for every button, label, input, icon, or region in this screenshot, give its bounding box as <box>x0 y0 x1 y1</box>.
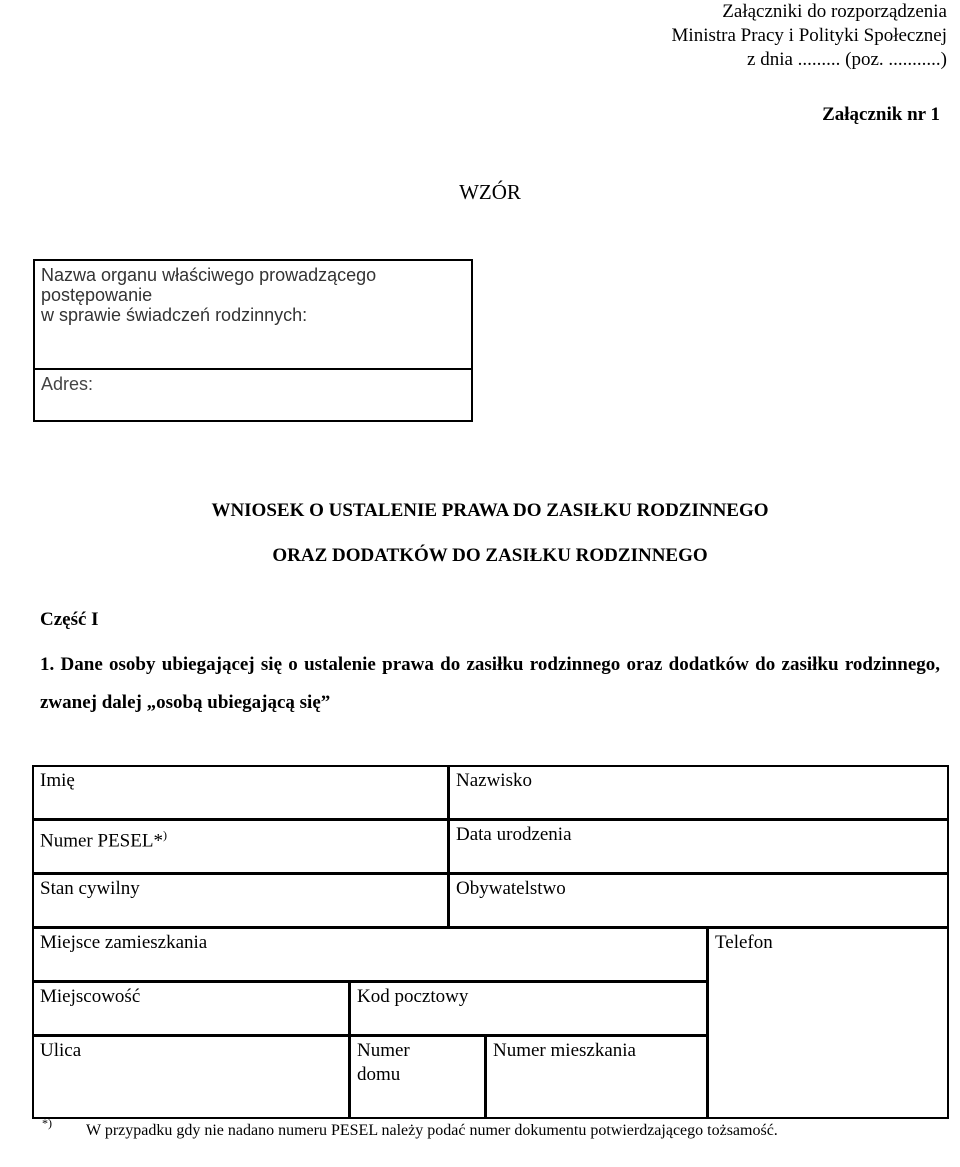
apartment-number-field[interactable] <box>485 1035 708 1119</box>
pesel-label: Numer PESEL* <box>40 830 163 852</box>
residence-label: Miejsce zamieszkania <box>40 932 208 953</box>
section-description: 1. Dane osoby ubiegającej się o ustalenie prawa do zasiłku rodzinnego oraz dodatków do zasiłku rodzinnego, zwanej dalej „osobą ubiegającą się” <box>40 654 940 713</box>
birth-date-label: Data urodzenia <box>456 824 572 845</box>
citizenship-field[interactable] <box>448 873 949 928</box>
last-name-field[interactable] <box>448 765 949 820</box>
part-label: Część I <box>40 609 99 630</box>
footnote-mark: *) <box>42 1116 52 1130</box>
street-label: Ulica <box>40 1040 82 1061</box>
birth-date-field[interactable] <box>448 819 949 874</box>
document-title-line-1: WNIOSEK O USTALENIE PRAWA DO ZASIŁKU RODZINNEGO <box>211 500 769 521</box>
first-name-field[interactable] <box>32 765 449 820</box>
applicant-form <box>33 766 950 1120</box>
organ-address-label: Adres: <box>41 374 94 394</box>
organ-name-label-3: w sprawie świadczeń rodzinnych: <box>41 305 308 325</box>
postal-code-label: Kod pocztowy <box>357 986 469 1007</box>
footnote-text: W przypadku gdy nie nadano numeru PESEL należy podać numer dokumentu potwierdzającego tożsamość. <box>86 1122 778 1139</box>
header-line-3: z dnia ......... (poz. ...........) <box>747 49 947 70</box>
pesel-footnote-mark: ) <box>162 828 167 842</box>
header-line-2: Ministra Pracy i Polityki Społecznej <box>671 25 947 46</box>
phone-field[interactable] <box>707 927 949 1119</box>
street-field[interactable] <box>32 1035 350 1119</box>
regulation-header <box>672 0 947 72</box>
house-number-label: Numer domu <box>357 1040 410 1085</box>
pesel-field[interactable] <box>32 819 449 874</box>
citizenship-label: Obywatelstwo <box>456 878 566 899</box>
house-number-field[interactable] <box>349 1035 486 1119</box>
organ-name-label-2: postępowanie <box>41 285 153 305</box>
residence-header <box>32 927 708 982</box>
organ-address-field[interactable] <box>35 370 471 420</box>
annex-title: Załącznik nr 1 <box>822 104 940 125</box>
template-label: WZÓR <box>459 180 521 204</box>
organ-name-field[interactable] <box>35 261 471 370</box>
locality-label: Miejscowość <box>40 986 141 1007</box>
document-title-line-2: ORAZ DODATKÓW DO ZASIŁKU RODZINNEGO <box>272 545 708 566</box>
organ-box <box>33 259 473 422</box>
header-line-1: Załączniki do rozporządzenia <box>722 1 947 22</box>
phone-label: Telefon <box>715 932 773 953</box>
apartment-number-label: Numer mieszkania <box>493 1040 636 1061</box>
last-name-label: Nazwisko <box>456 770 532 791</box>
marital-status-label: Stan cywilny <box>40 878 140 899</box>
locality-field[interactable] <box>32 981 350 1036</box>
first-name-label: Imię <box>40 770 75 791</box>
marital-status-field[interactable] <box>32 873 449 928</box>
organ-name-label-1: Nazwa organu właściwego prowadzącego <box>41 265 377 285</box>
postal-code-field[interactable] <box>349 981 708 1036</box>
document-title <box>0 488 960 578</box>
